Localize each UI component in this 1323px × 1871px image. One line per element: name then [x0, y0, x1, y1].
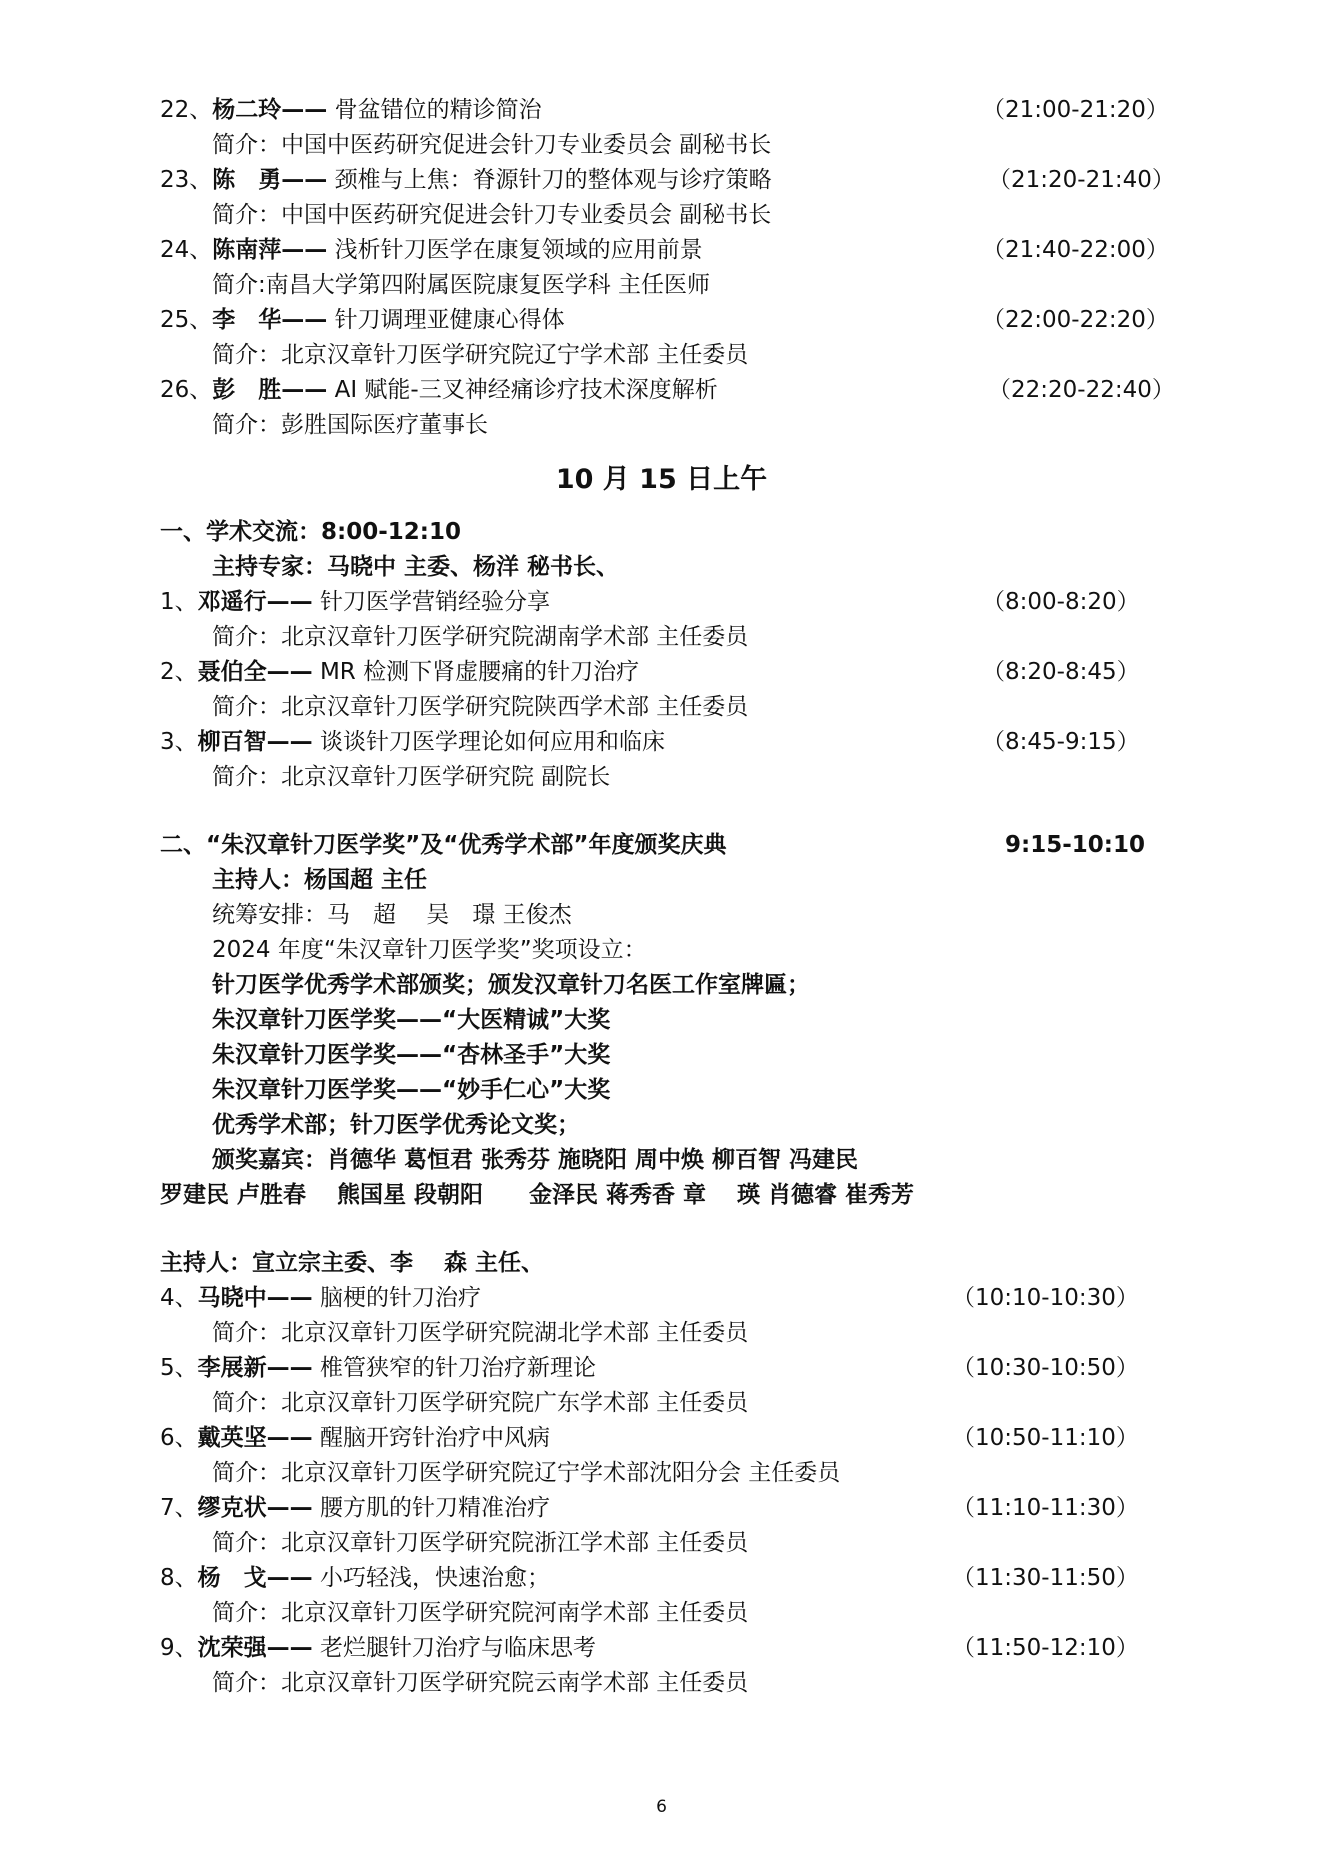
talk-time: （22:20-22:40） [988, 377, 1175, 403]
talk-25: 25、李 华—— 针刀调理亚健康心得体 [160, 307, 565, 333]
talk-intro: 简介：北京汉章针刀医学研究院 副院长 [212, 764, 611, 790]
talk-23: 23、陈 勇—— 颈椎与上焦：脊源针刀的整体观与诊疗策略 [160, 167, 772, 193]
talk-7: 7、缪克状—— 腰方肌的针刀精准治疗 [160, 1495, 550, 1521]
award-item: 朱汉章针刀医学奖——“杏林圣手”大奖 [212, 1042, 611, 1068]
talk-time: （22:00-22:20） [982, 307, 1169, 333]
talk-time: （21:20-21:40） [988, 167, 1175, 193]
session-host: 主持人：宣立宗主委、李 森 主任、 [160, 1250, 545, 1276]
award-setup: 2024 年度“朱汉章针刀医学奖”奖项设立： [212, 937, 647, 963]
talk-3: 3、柳百智—— 谈谈针刀医学理论如何应用和临床 [160, 729, 665, 755]
talk-22: 22、杨二玲—— 骨盆错位的精诊简治 [160, 97, 542, 123]
talk-time: （10:30-10:50） [952, 1355, 1139, 1381]
section-title: 一、学术交流：8:00-12:10 [160, 519, 461, 545]
section-host: 主持专家：马晓中 主委、杨洋 秘书长、 [212, 554, 620, 580]
talk-time: （21:00-21:20） [982, 97, 1169, 123]
talk-5: 5、李展新—— 椎管狭窄的针刀治疗新理论 [160, 1355, 596, 1381]
talk-26: 26、彭 胜—— AI 赋能-三叉神经痛诊疗技术深度解析 [160, 377, 718, 403]
section-title: 二、“朱汉章针刀医学奖”及“优秀学术部”年度颁奖庆典 [160, 832, 727, 858]
talk-intro: 简介：北京汉章针刀医学研究院湖北学术部 主任委员 [212, 1320, 749, 1346]
talk-intro: 简介：北京汉章针刀医学研究院广东学术部 主任委员 [212, 1390, 749, 1416]
talk-4: 4、马晓中—— 脑梗的针刀治疗 [160, 1285, 481, 1311]
award-item: 优秀学术部；针刀医学优秀论文奖； [212, 1112, 580, 1138]
talk-time: （8:45-9:15） [982, 729, 1140, 755]
page-number: 6 [656, 1797, 667, 1817]
talk-time: （11:50-12:10） [952, 1635, 1139, 1661]
talk-time: （11:10-11:30） [952, 1495, 1139, 1521]
talk-1: 1、邓遥行—— 针刀医学营销经验分享 [160, 589, 550, 615]
talk-time: （10:50-11:10） [952, 1425, 1139, 1451]
arrangement: 统筹安排：马 超 吴 璟 王俊杰 [212, 902, 572, 928]
talk-time: （10:10-10:30） [952, 1285, 1139, 1311]
talk-intro: 简介：北京汉章针刀医学研究院辽宁学术部 主任委员 [212, 342, 749, 368]
talk-24: 24、陈南萍—— 浅析针刀医学在康复领域的应用前景 [160, 237, 703, 263]
talk-2: 2、聂伯全—— MR 检测下肾虚腰痛的针刀治疗 [160, 659, 640, 685]
talk-intro: 简介：北京汉章针刀医学研究院陕西学术部 主任委员 [212, 694, 749, 720]
talk-intro: 简介：中国中医药研究促进会针刀专业委员会 副秘书长 [212, 132, 772, 158]
section-host: 主持人：杨国超 主任 [212, 867, 428, 893]
talk-intro: 简介：北京汉章针刀医学研究院河南学术部 主任委员 [212, 1600, 749, 1626]
award-item: 朱汉章针刀医学奖——“妙手仁心”大奖 [212, 1077, 611, 1103]
award-guests: 颁奖嘉宾：肖德华 葛恒君 张秀芬 施晓阳 周中焕 柳百智 冯建民 [212, 1147, 859, 1173]
talk-intro: 简介：北京汉章针刀医学研究院浙江学术部 主任委员 [212, 1530, 749, 1556]
talk-intro: 简介：彭胜国际医疗董事长 [212, 412, 488, 438]
award-item: 朱汉章针刀医学奖——“大医精诚”大奖 [212, 1007, 611, 1033]
talk-time: （21:40-22:00） [982, 237, 1169, 263]
talk-intro: 简介：北京汉章针刀医学研究院辽宁学术部沈阳分会 主任委员 [212, 1460, 841, 1486]
talk-time: （8:20-8:45） [982, 659, 1140, 685]
talk-intro: 简介：北京汉章针刀医学研究院湖南学术部 主任委员 [212, 624, 749, 650]
section-time: 9:15-10:10 [1005, 832, 1145, 858]
award-guests-continued: 罗建民 卢胜春 熊国星 段朝阳 金泽民 蒋秀香 章 瑛 肖德睿 崔秀芳 [160, 1182, 915, 1208]
talk-time: （11:30-11:50） [952, 1565, 1139, 1591]
talk-intro: 简介：中国中医药研究促进会针刀专业委员会 副秘书长 [212, 202, 772, 228]
talk-intro: 简介：北京汉章针刀医学研究院云南学术部 主任委员 [212, 1670, 749, 1696]
talk-intro: 简介:南昌大学第四附属医院康复医学科 主任医师 [212, 272, 711, 298]
talk-8: 8、杨 戈—— 小巧轻浅，快速治愈； [160, 1565, 550, 1591]
award-item: 针刀医学优秀学术部颁奖；颁发汉章针刀名医工作室牌匾； [212, 972, 810, 998]
talk-6: 6、戴英坚—— 醒脑开窍针治疗中风病 [160, 1425, 550, 1451]
day-heading: 10 月 15 日上午 [555, 464, 768, 495]
talk-time: （8:00-8:20） [982, 589, 1140, 615]
talk-9: 9、沈荣强—— 老烂腿针刀治疗与临床思考 [160, 1635, 596, 1661]
